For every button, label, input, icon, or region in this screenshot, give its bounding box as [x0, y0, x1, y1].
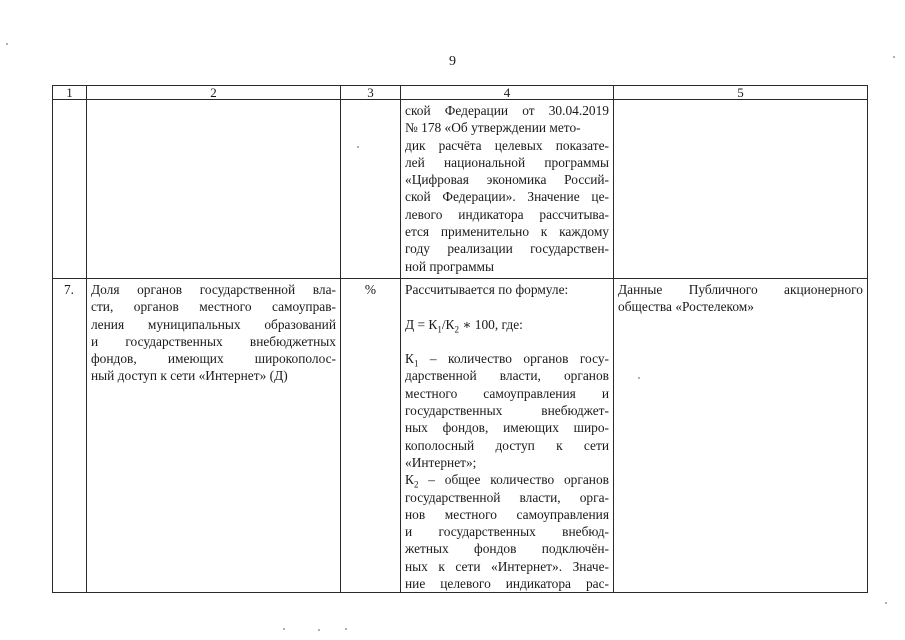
page-number: 9	[449, 54, 456, 69]
k1-definition-line: кополосный доступ к сети	[405, 437, 609, 453]
header-col-2: 2	[87, 86, 341, 100]
k1-definition-line: $К_1$ – количество органов госу-	[405, 351, 609, 369]
cont-col-5	[614, 100, 868, 279]
indicator-line: Доля органов государственной вла-	[91, 282, 336, 297]
indicator-line: и государственных внебюджетных	[91, 333, 336, 349]
scan-speck	[357, 146, 359, 148]
formula: $Д = К_1/К_2$ ∗ 100, где:	[405, 316, 523, 335]
indicator-line: ления муниципальных образований	[91, 316, 336, 332]
header-col-1: 1	[53, 86, 87, 100]
cont-line: левого индикатора рассчитыва-	[405, 206, 609, 222]
unit-of-measure: %	[341, 279, 401, 593]
scan-speck	[6, 43, 8, 45]
source-line: Данные Публичного акционерного	[618, 282, 863, 297]
scan-speck	[638, 377, 640, 379]
k1-definition-line: государственных внебюджет-	[405, 403, 609, 419]
k1-definition-line: ных фондов, имеющих широ-	[405, 420, 609, 436]
calculation-method	[401, 279, 614, 593]
data-source	[614, 279, 868, 593]
scan-speck	[318, 629, 320, 631]
scan-speck	[885, 602, 887, 604]
k2-definition-line: ние целевого индикатора рас-	[405, 576, 609, 592]
cont-line: ется применительно к каждому	[405, 224, 609, 240]
k2-definition-line: $К_2$ – общее количество органов	[405, 472, 609, 490]
cont-method-text	[401, 100, 614, 279]
table-header-row	[53, 86, 868, 100]
cont-col-3	[341, 100, 401, 279]
k2-definition-line: государственной власти, орга-	[405, 489, 609, 505]
k1-definition-line: местного самоуправления и	[405, 385, 609, 401]
k2-definition-line: жетных фондов подключён-	[405, 541, 609, 557]
cont-line: лей национальной программы	[405, 154, 609, 170]
header-col-5: 5	[614, 86, 868, 100]
cont-line: дик расчёта целевых показате-	[405, 137, 609, 153]
scan-speck	[345, 628, 347, 630]
indicator-line: сти, органов местного самоуправ-	[91, 299, 336, 315]
k2-definition-line: и государственных внебюд-	[405, 524, 609, 540]
cont-col-2	[87, 100, 341, 279]
k1-definition-line: «Интернет»;	[405, 454, 477, 470]
indicator-line: фондов, имеющих широкополос-	[91, 351, 336, 367]
indicator-line: ный доступ к сети «Интернет» (Д)	[91, 368, 288, 384]
header-col-4: 4	[401, 86, 614, 100]
cont-line: ской Федерации». Значение це-	[405, 189, 609, 205]
cont-line: ной программы	[405, 258, 495, 274]
indicators-table	[52, 85, 868, 593]
table-row-continuation	[53, 100, 868, 279]
source-line: общества «Ростелеком»	[618, 299, 754, 315]
cont-line: ской Федерации от 30.04.2019	[405, 103, 609, 118]
scan-speck	[893, 56, 895, 58]
cont-line: № 178 «Об утверждении мето-	[405, 120, 581, 136]
k2-definition-line: нов местного самоуправления	[405, 506, 609, 522]
cont-line: году реализации государствен-	[405, 241, 609, 257]
method-intro: Рассчитывается по формуле:	[405, 282, 569, 297]
row-number: 7.	[53, 279, 87, 593]
cont-col-1	[53, 100, 87, 279]
header-col-3: 3	[341, 86, 401, 100]
indicator-name	[87, 279, 341, 593]
table-row-7	[53, 279, 868, 593]
cont-line: «Цифровая экономика Россий-	[405, 172, 609, 188]
scan-speck	[283, 628, 285, 630]
k2-definition-line: ных к сети «Интернет». Значе-	[405, 558, 609, 574]
k1-definition-line: дарственной власти, органов	[405, 368, 609, 384]
